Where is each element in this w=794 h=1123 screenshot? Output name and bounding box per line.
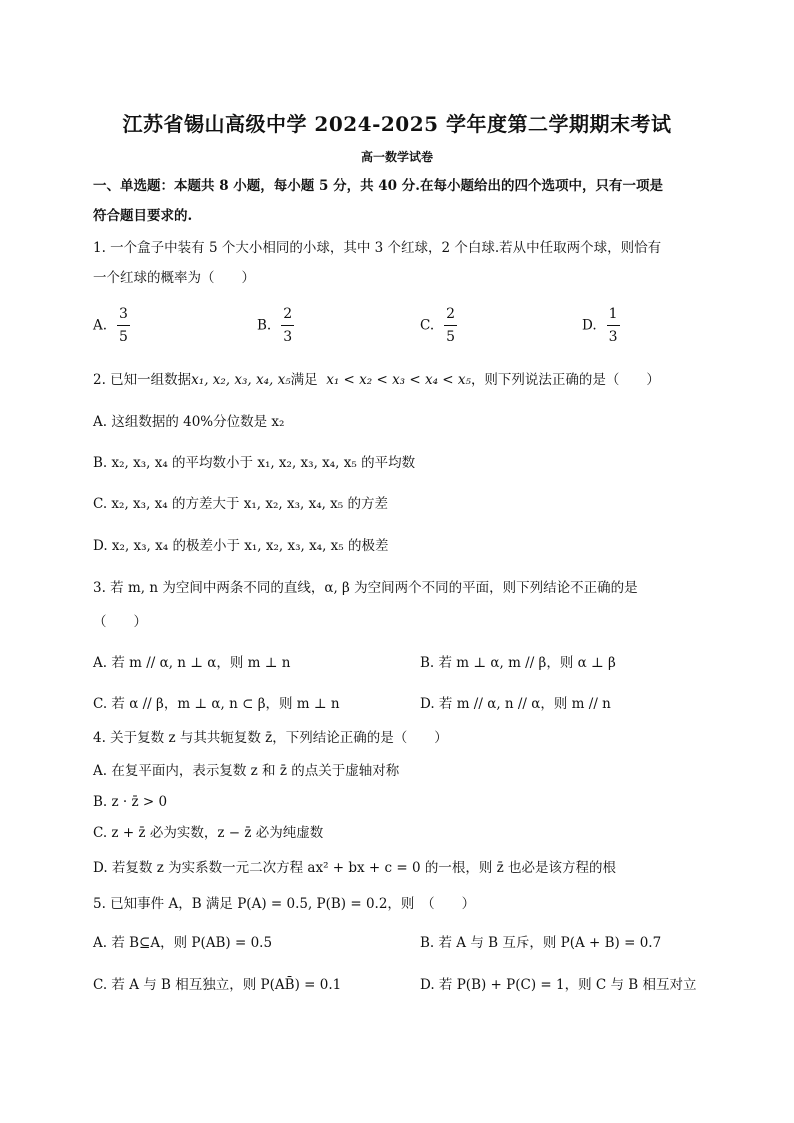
q4-option-d: D. 若复数 z 为实系数一元二次方程 ax² + bx + c = 0 的一根，则 z̄ 也必是该方程的根 — [93, 860, 617, 876]
q3-option-b: B. 若 m ⊥ α, m // β，则 α ⊥ β — [420, 655, 616, 671]
fraction — [281, 306, 294, 345]
q4-option-c: C. z + z̄ 必为实数，z − z̄ 必为纯虚数 — [93, 825, 324, 841]
q1-option-a — [93, 306, 130, 345]
option-label: D. — [582, 317, 597, 334]
q2-option-b: B. x₂, x₃, x₄ 的平均数小于 x₁, x₂, x₃, x₄, x₅ 的平均数 — [93, 455, 416, 471]
q2-stem-condition: x₁ < x₂ < x₃ < x₄ < x₅ — [326, 372, 471, 388]
q3-option-c: C. 若 α // β，m ⊥ α, n ⊂ β，则 m ⊥ n — [93, 696, 340, 712]
q1-option-c — [420, 306, 457, 345]
section-intro-line1: 一、单选题：本题共 8 小题，每小题 5 分，共 40 分.在每小题给出的四个选项中，只有一项是 — [93, 178, 663, 194]
fraction-denominator: 5 — [446, 329, 456, 345]
q4-stem: 4. 关于复数 z 与其共轭复数 z̄，下列结论正确的是（ ） — [93, 730, 448, 746]
exam-title: 江苏省锡山高级中学 2024-2025 学年度第二学期期末考试 — [122, 112, 672, 136]
q5-option-a: A. 若 B⊆A，则 P(AB) = 0.5 — [93, 935, 273, 951]
q1-option-d — [582, 306, 620, 345]
q2-stem-pre: 2. 已知一组数据 — [93, 372, 192, 388]
q2-option-c: C. x₂, x₃, x₄ 的方差大于 x₁, x₂, x₃, x₄, x₅ 的方差 — [93, 496, 389, 512]
q5-option-c: C. 若 A 与 B 相互独立，则 P(AB̄) = 0.1 — [93, 977, 342, 993]
fraction-numerator: 2 — [281, 306, 294, 326]
q2-stem — [93, 370, 660, 390]
q5-option-b: B. 若 A 与 B 互斥，则 P(A + B) = 0.7 — [420, 935, 662, 951]
q2-option-d: D. x₂, x₃, x₄ 的极差小于 x₁, x₂, x₃, x₄, x₅ 的极差 — [93, 538, 389, 554]
exam-subtitle: 高一数学试卷 — [360, 150, 433, 164]
q4-option-a: A. 在复平面内，表示复数 z 和 z̄ 的点关于虚轴对称 — [93, 763, 400, 779]
fraction-denominator: 3 — [283, 329, 293, 345]
q5-stem: 5. 已知事件 A，B 满足 P(A) = 0.5, P(B) = 0.2，则 （ ） — [93, 896, 476, 912]
q3-stem-line2: （ ） — [93, 614, 147, 630]
fraction-denominator: 5 — [119, 329, 128, 345]
q2-option-a: A. 这组数据的 40%分位数是 x₂ — [93, 414, 285, 430]
q3-option-d: D. 若 m // α, n // α，则 m // n — [420, 696, 611, 712]
fraction — [117, 306, 130, 345]
q2-stem-post: ，则下列说法正确的是（ ） — [470, 372, 660, 388]
q3-stem-line1: 3. 若 m, n 为空间中两条不同的直线，α, β 为空间两个不同的平面，则下列结论不正确的是 — [93, 580, 638, 596]
q4-option-b: B. z · z̄ > 0 — [93, 794, 168, 810]
fraction-numerator: 3 — [117, 306, 130, 326]
fraction — [607, 306, 620, 345]
fraction-numerator: 1 — [607, 306, 620, 326]
q1-stem-line2: 一个红球的概率为（ ） — [93, 270, 255, 286]
q1-option-b — [257, 306, 294, 345]
option-label: C. — [420, 317, 435, 334]
q1-stem-line1: 1. 一个盒子中装有 5 个大小相同的小球，其中 3 个红球，2 个白球.若从中任取两个球，则恰有 — [93, 240, 662, 256]
fraction — [444, 306, 457, 345]
q3-option-a: A. 若 m // α, n ⊥ α，则 m ⊥ n — [93, 655, 291, 671]
q2-stem-data: x₁, x₂, x₃, x₄, x₅ — [191, 372, 291, 388]
fraction-numerator: 2 — [444, 306, 457, 326]
q2-stem-mid: 满足 — [290, 372, 318, 388]
option-label: A. — [93, 317, 108, 334]
fraction-denominator: 3 — [608, 329, 618, 345]
q5-option-d: D. 若 P(B) + P(C) = 1，则 C 与 B 相互对立 — [420, 977, 697, 993]
section-intro-line2: 符合题目要求的. — [93, 208, 193, 224]
option-label: B. — [257, 317, 272, 334]
